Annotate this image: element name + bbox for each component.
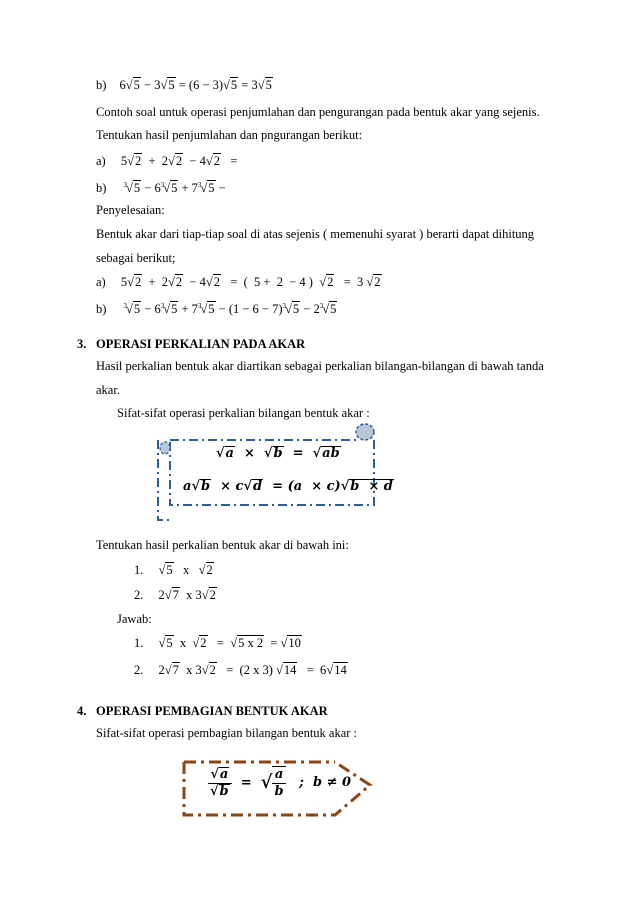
exercise-item-1: 1. √5 x √2	[134, 563, 213, 577]
multiplication-formula-frame	[158, 424, 374, 520]
answer-b: b) $^3√5 - 6^3√5 + 7^3√5 - (1 - 6 - 7)^3√5 - 2^3√5$	[96, 302, 337, 316]
multiplication-formula-1: √a × √b = √ab	[216, 446, 340, 461]
note-line-2: sebagai berikut;	[96, 251, 176, 265]
exercise-answer-2: 2. 2√7 x 3√2 = (2 x 3) √14 = 6√14	[134, 663, 347, 677]
section-4-sifat: Sifat-sifat operasi pembagian bilangan bentuk akar :	[96, 726, 358, 740]
section-3-title: OPERASI PERKALIAN PADA AKAR	[96, 337, 306, 351]
multiplication-formula-2: a√b × c√d = (a × c)√b × d	[183, 479, 393, 494]
jawab-label: Jawab:	[117, 612, 152, 626]
section-3-intro-2: akar.	[96, 383, 120, 397]
question-a: a) 5√2 + 2√2 − 4√2 =	[96, 154, 238, 168]
exercise-answer-1: 1. √5 x √2 = √5 x 2 = √10	[134, 636, 301, 650]
section-4-title: OPERASI PEMBAGIAN BENTUK AKAR	[96, 704, 328, 718]
contoh-soal-text: Contoh soal untuk operasi penjumlahan dan pengurangan pada bentuk akar yang sejenis.	[96, 105, 540, 119]
section-3-sifat: Sifat-sifat operasi perkalian bilangan bentuk akar :	[117, 406, 370, 420]
section-3-number: 3.	[77, 337, 87, 351]
example-b-previous: b) 6√5 − 3√5 = (6 − 3)√5 = 3√5	[96, 78, 272, 92]
note-line-1: Bentuk akar dari tiap-tiap soal di atas sejenis ( memenuhi syarat ) berarti dapat dihitung	[96, 227, 535, 241]
section-3-intro-1: Hasil perkalian bentuk akar diartikan sebagai perkalian bilangan-bilangan di bawah tanda	[96, 359, 544, 373]
exercise-item-2: 2. 2√7 x 3√2	[134, 588, 216, 602]
division-formula: $\frac{√a}{√b}$ = √ $\frac{a}{b}$ ; b ≠ 0	[210, 766, 352, 799]
section-3-tentukan: Tentukan hasil perkalian bentuk akar di bawah ini:	[96, 538, 349, 552]
section-4-number: 4.	[77, 704, 87, 718]
tentukan-text: Tentukan hasil penjumlahan dan pngurangan berikut:	[96, 128, 363, 142]
penyelesaian-label: Penyelesaian:	[96, 203, 165, 217]
answer-a: a) 5√2 + 2√2 − 4√2 = ( 5 + 2 − 4 ) √2 = 3 √2	[96, 275, 381, 289]
question-b: b) $^3√5 - 6^3√5 + 7^3√5$ −	[96, 181, 226, 195]
